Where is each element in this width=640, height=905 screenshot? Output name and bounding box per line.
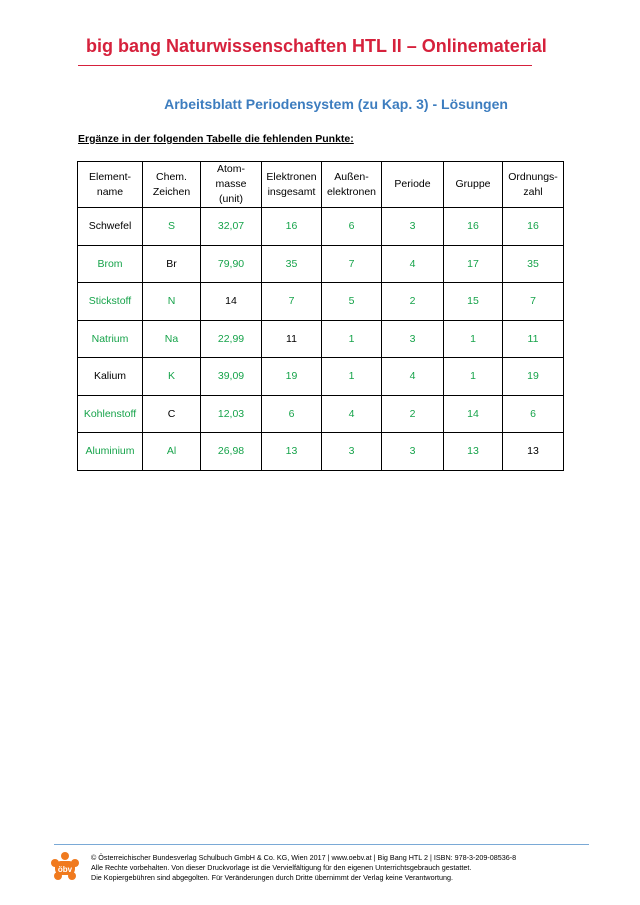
cell-valence-electrons: 1 (322, 358, 382, 396)
cell-symbol: Al (143, 433, 201, 471)
cell-atomic-mass: 26,98 (201, 433, 262, 471)
oebv-logo-icon (48, 849, 82, 889)
footer-copyright (91, 853, 591, 883)
cell-element-name: Aluminium (78, 433, 143, 471)
cell-atomic-number: 11 (503, 320, 564, 358)
cell-element-name: Natrium (78, 320, 143, 358)
table-header-row (78, 162, 564, 208)
cell-group: 17 (444, 245, 503, 283)
cell-electrons-total: 19 (262, 358, 322, 396)
periodic-table-worksheet (77, 161, 564, 471)
cell-period: 4 (382, 245, 444, 283)
cell-valence-electrons: 3 (322, 433, 382, 471)
cell-atomic-mass: 79,90 (201, 245, 262, 283)
cell-electrons-total: 7 (262, 283, 322, 321)
cell-electrons-total: 6 (262, 395, 322, 433)
header-electrons-total: Elektronen insgesamt (262, 162, 322, 208)
cell-symbol: C (143, 395, 201, 433)
cell-group: 14 (444, 395, 503, 433)
cell-atomic-mass: 14 (201, 283, 262, 321)
cell-valence-electrons: 7 (322, 245, 382, 283)
cell-symbol: S (143, 208, 201, 246)
instruction-text: Ergänze in der folgenden Tabelle die fehlenden Punkte: (78, 133, 354, 145)
header-element-name: Element- name (78, 162, 143, 208)
cell-symbol: K (143, 358, 201, 396)
footer-divider (54, 844, 589, 845)
cell-electrons-total: 16 (262, 208, 322, 246)
header-atomic-number: Ordnungs- zahl (503, 162, 564, 208)
cell-valence-electrons: 4 (322, 395, 382, 433)
cell-period: 2 (382, 283, 444, 321)
header-divider (78, 65, 532, 66)
header-period: Periode (382, 162, 444, 208)
cell-element-name: Stickstoff (78, 283, 143, 321)
header-atomic-mass: Atom- masse (unit) (201, 162, 262, 208)
cell-valence-electrons: 1 (322, 320, 382, 358)
worksheet-title: Arbeitsblatt Periodensystem (zu Kap. 3) - Lösungen (164, 96, 508, 112)
table-row (78, 433, 564, 471)
cell-symbol: Br (143, 245, 201, 283)
cell-atomic-mass: 32,07 (201, 208, 262, 246)
cell-electrons-total: 35 (262, 245, 322, 283)
document-header (78, 36, 547, 57)
cell-element-name: Kalium (78, 358, 143, 396)
cell-period: 4 (382, 358, 444, 396)
cell-atomic-number: 7 (503, 283, 564, 321)
cell-electrons-total: 13 (262, 433, 322, 471)
cell-valence-electrons: 5 (322, 283, 382, 321)
table-row (78, 283, 564, 321)
header-title: big bang Naturwissenschaften HTL II – Onlinematerial (86, 36, 547, 56)
table-row (78, 395, 564, 433)
cell-group: 16 (444, 208, 503, 246)
cell-period: 3 (382, 433, 444, 471)
cell-valence-electrons: 6 (322, 208, 382, 246)
cell-atomic-mass: 12,03 (201, 395, 262, 433)
header-valence-electrons: Außen- elektronen (322, 162, 382, 208)
table-row (78, 320, 564, 358)
cell-atomic-mass: 22,99 (201, 320, 262, 358)
cell-atomic-number: 6 (503, 395, 564, 433)
cell-atomic-number: 35 (503, 245, 564, 283)
cell-electrons-total: 11 (262, 320, 322, 358)
footer-line: © Österreichischer Bundesverlag Schulbuch GmbH & Co. KG, Wien 2017 | www.oebv.at | Big Bang HTL 2 | ISBN: 978-3-209-08536-8 (91, 853, 517, 862)
svg-text:öbv: öbv (57, 865, 73, 874)
header-group: Gruppe (444, 162, 503, 208)
cell-group: 1 (444, 358, 503, 396)
footer-line: Alle Rechte vorbehalten. Von dieser Druckvorlage ist die Vervielfältigung für den eigenen Unterrichtsgebrauch gestattet. (91, 863, 472, 872)
table-row (78, 245, 564, 283)
cell-element-name: Brom (78, 245, 143, 283)
cell-symbol: N (143, 283, 201, 321)
cell-group: 15 (444, 283, 503, 321)
footer-line: Die Kopiergebühren sind abgegolten. Für Veränderungen durch Dritte übernimmt der Verlag keine Verantwortung. (91, 873, 453, 882)
cell-symbol: Na (143, 320, 201, 358)
cell-atomic-number: 13 (503, 433, 564, 471)
cell-element-name: Schwefel (78, 208, 143, 246)
header-symbol: Chem. Zeichen (143, 162, 201, 208)
cell-period: 3 (382, 320, 444, 358)
cell-period: 3 (382, 208, 444, 246)
cell-atomic-number: 19 (503, 358, 564, 396)
cell-atomic-number: 16 (503, 208, 564, 246)
cell-group: 1 (444, 320, 503, 358)
cell-atomic-mass: 39,09 (201, 358, 262, 396)
cell-period: 2 (382, 395, 444, 433)
cell-element-name: Kohlenstoff (78, 395, 143, 433)
table-row (78, 208, 564, 246)
table-row (78, 358, 564, 396)
cell-group: 13 (444, 433, 503, 471)
